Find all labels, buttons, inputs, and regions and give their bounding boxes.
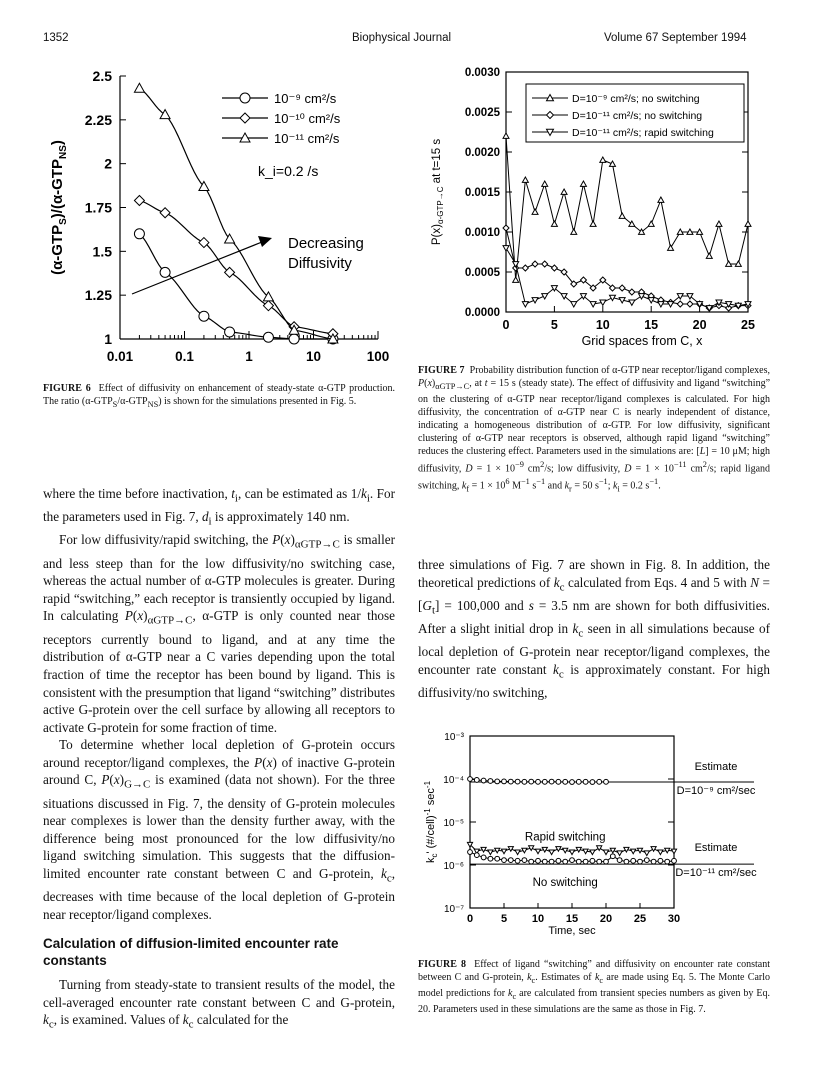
data-point	[631, 849, 636, 854]
data-point	[603, 850, 608, 855]
data-point	[535, 849, 540, 854]
data-point	[488, 850, 493, 855]
data-point	[648, 298, 654, 303]
data-point	[481, 778, 486, 783]
y-tick-label: 10⁻⁷	[443, 904, 464, 915]
y-tick-label: 1.5	[92, 243, 112, 260]
data-point	[515, 850, 520, 855]
y-axis-label: $k_c'$ (#/cell)$^{-1}$ $\sec^{-1}$	[423, 780, 439, 864]
data-point	[495, 848, 500, 853]
data-point	[629, 300, 635, 305]
figure-6-chart	[40, 56, 400, 376]
x-tick-label: 25	[741, 318, 755, 332]
volume-date: Volume 67 September 1994	[604, 32, 747, 44]
data-point	[513, 277, 519, 282]
data-point	[619, 213, 625, 218]
arrow-head	[258, 236, 272, 247]
data-point	[600, 157, 606, 162]
data-point	[515, 779, 520, 784]
data-point	[160, 110, 170, 119]
y-tick-label: 0.0025	[464, 107, 500, 119]
paragraph: where the time before inactivation, $t_i$, can be estimated as $1/k_i$. For the parameters used in Fig. 7, $d_i$ is approximately 140 nm.	[43, 486, 395, 528]
data-point	[513, 262, 519, 267]
data-point	[583, 859, 588, 864]
data-point	[658, 850, 663, 855]
data-point	[160, 208, 170, 218]
data-point	[542, 859, 547, 864]
figure-7-chart	[418, 60, 774, 360]
data-point	[631, 858, 636, 863]
data-point	[597, 846, 602, 851]
annotation-estimate: Estimate	[694, 842, 738, 855]
legend-label: 10⁻⁹ cm²/s	[274, 91, 337, 106]
data-point	[624, 859, 629, 864]
data-point	[134, 83, 144, 92]
data-point	[556, 779, 561, 784]
y-axis-label: $P(x)_{\alpha-GTP\to C}$ at t=15 s	[431, 138, 445, 246]
data-point	[637, 848, 642, 853]
arrow-shaft	[132, 242, 262, 294]
x-tick-label: 25	[633, 913, 647, 925]
figure-8-chart	[418, 728, 774, 950]
data-point	[590, 302, 596, 307]
annotation-decreasing: Decreasing	[288, 235, 364, 252]
legend-label: D=10⁻¹¹ cm²/s; no switching	[572, 110, 703, 122]
data-point	[549, 859, 554, 864]
data-point	[503, 225, 509, 231]
data-point	[576, 779, 581, 784]
data-point	[134, 195, 144, 205]
y-tick-label: 0.0015	[464, 187, 500, 199]
data-point	[488, 856, 493, 861]
data-point	[488, 779, 493, 784]
annotation-estimate: Estimate	[694, 761, 738, 774]
data-point	[590, 780, 595, 785]
data-point	[651, 859, 656, 864]
y-tick-label: 0.0000	[464, 307, 500, 319]
data-point	[570, 858, 575, 863]
x-tick-label: 30	[667, 913, 681, 925]
annotation-d-high: D=10⁻⁹ cm²/sec	[676, 785, 756, 798]
data-point	[629, 289, 635, 295]
data-point	[529, 779, 534, 784]
data-point	[542, 294, 548, 299]
legend-label: 10⁻¹¹ cm²/s	[274, 131, 340, 146]
data-point	[532, 209, 538, 214]
data-point	[665, 859, 670, 864]
annotation-diffusivity: Diffusivity	[288, 255, 352, 272]
data-point	[563, 848, 568, 853]
paragraph: For low diffusivity/rapid switching, the $P(x)_{\alpha GTP\to C}$ is smaller and less steep than for the low diffusivity/no switching case, whereas the actual number of α-GTP molecules is greater. During rapid “switching,” each receptor is transiently occupied by ligand. In calculating $P(x)_{\alpha GTP\to C}$, α-GTP is only counted near those receptors currently bound to ligand, and at any time the distribution of α-GTP near a C varies depending upon the total fraction of time the receptor has been bound by ligand. This is consistent with the presumption that ligand “switching” distributes active G-protein over the cell surface by allowing all receptors to activate G-protein for some fraction of time.	[43, 532, 395, 735]
data-point	[668, 245, 674, 250]
x-tick-label: 15	[565, 913, 579, 925]
x-tick-label: 100	[366, 349, 390, 364]
legend-label: D=10⁻⁹ cm²/s; no switching	[572, 93, 700, 105]
data-point	[556, 858, 561, 863]
data-point	[508, 847, 513, 852]
data-point	[556, 847, 561, 852]
y-axis-label: $(\alpha-GTP_S)/(\alpha-GTP_{NS})$	[49, 140, 69, 275]
data-point	[542, 181, 548, 186]
data-point	[716, 221, 722, 226]
data-point	[563, 779, 568, 784]
y-tick-label: 0.0020	[464, 147, 500, 159]
data-point	[542, 779, 547, 784]
data-point	[134, 229, 144, 239]
x-tick-label: 15	[644, 318, 659, 332]
data-point	[551, 265, 557, 271]
x-axis-label: Grid spaces from C, x	[581, 334, 703, 348]
legend-marker	[240, 93, 250, 103]
y-tick-label: 0.0010	[464, 227, 500, 239]
x-axis-label: Time, sec	[548, 925, 596, 937]
x-tick-label: 0.1	[175, 349, 194, 364]
legend-marker	[240, 113, 250, 123]
data-point	[597, 779, 602, 784]
y-tick-label: 1.75	[84, 199, 112, 216]
data-point	[468, 850, 473, 855]
data-point	[639, 294, 645, 299]
data-point	[665, 848, 670, 853]
data-point	[522, 302, 528, 307]
data-point	[508, 858, 513, 863]
data-point	[551, 221, 557, 226]
data-point	[515, 858, 520, 863]
data-point	[590, 221, 596, 226]
data-point	[481, 855, 486, 860]
data-point	[610, 854, 615, 859]
data-point	[638, 859, 643, 864]
data-point	[263, 332, 273, 342]
data-point	[609, 161, 615, 166]
data-point	[687, 301, 693, 307]
y-tick-label: 10⁻⁵	[443, 818, 464, 829]
x-tick-label: 0	[466, 913, 474, 925]
data-point	[671, 849, 676, 854]
data-point	[529, 846, 534, 851]
data-point	[481, 847, 486, 852]
data-point	[503, 246, 509, 251]
data-point	[542, 261, 548, 267]
data-point	[597, 859, 602, 864]
annotation-rapid-switching: Rapid switching	[524, 831, 606, 844]
data-point	[644, 858, 649, 863]
data-point	[549, 779, 554, 784]
data-point	[583, 779, 588, 784]
data-point	[658, 197, 664, 202]
data-point	[263, 301, 273, 311]
x-tick-label: 10	[595, 318, 610, 332]
x-tick-label: 20	[692, 318, 707, 332]
data-point	[583, 849, 588, 854]
right-column-text: three simulations of Fig. 7 are shown in Fig. 8. In addition, the theoretical predictions of $k_c$ calculated from Eqs. 4 and 5 with $N = [G_t] = 100,000$ and s = 3.5 nm are shown for both diffusivities. After a slight initial drop in $k_c$ seen in all simulations because of local depletion of G-protein near receptor/ligand complexes, the encounter rate constant $k_c$ is approximately constant. For high diffusivity/no switching,	[418, 557, 770, 701]
data-point	[522, 858, 527, 863]
annotation-ki: k_i=0.2 /s	[258, 163, 319, 179]
data-point	[522, 177, 528, 182]
x-tick-label: 10	[531, 913, 545, 925]
data-point	[590, 858, 595, 863]
data-point	[677, 301, 683, 307]
data-point	[706, 253, 712, 258]
data-point	[648, 221, 654, 226]
y-tick-label: 10⁻³	[444, 732, 464, 743]
x-tick-label: 5	[550, 318, 558, 332]
data-point	[590, 850, 595, 855]
data-point	[468, 777, 473, 782]
data-point	[501, 849, 506, 854]
data-point	[160, 267, 170, 277]
x-tick-label: 10	[305, 349, 322, 364]
data-point	[225, 234, 235, 243]
x-tick-label: 20	[599, 913, 613, 925]
data-point	[522, 848, 527, 853]
left-column-text	[43, 485, 395, 924]
left-column-end-text: Turning from steady-state to transient results of the model, the cell-averaged encounter rate constant between C and G-protein, $k_c$, is examined. Values of $k_c$ calculated for the	[43, 977, 395, 1031]
data-point	[569, 850, 574, 855]
data-point	[604, 859, 609, 864]
data-point	[508, 779, 513, 784]
data-point	[619, 285, 625, 291]
data-point	[617, 851, 622, 856]
data-point	[532, 261, 538, 267]
legend-label: D=10⁻¹¹ cm²/s; rapid switching	[572, 127, 714, 139]
data-point	[522, 265, 528, 271]
data-point	[529, 859, 534, 864]
data-point	[225, 327, 235, 337]
y-tick-label: 2.25	[84, 111, 112, 128]
data-point	[672, 858, 677, 863]
data-point	[571, 302, 577, 307]
data-point	[495, 856, 500, 861]
figure-7-caption: FIGURE 7 Probability distribution function of α-GTP near receptor/ligand complexes, $P(x)_{\alpha GTP\to C}$, at t = 15 s (steady state). The effect of diffusivity and ligand “switching” on the clustering of α-GTP near receptor/ligand complexes is calculated. For high diffusivity, the concentration of α-GTP near C is nearly independent of distance, indicating a homogeneous distribution of α-GTP. For low diffusivity, significant clustering of α-GTP near receptors is observed, although rapid ligand “switching” reduces the clustering effect. Parameters used in the simulations are: [L] = 10 μM; high diffusivity, $D = 1 \times 10^{-9}$ $cm^2/s$; low diffusivity, $D = 1 \times 10^{-11}$ $cm^2/s$; rapid ligand switching, $k_f = 1 \times 10^6$ $M^{-1}$ $s^{-1}$ and $k_r = 50$ $s^{-1}$; $k_i = 0.2$ $s^{-1}$.	[418, 365, 771, 494]
x-tick-label: 0.01	[106, 349, 134, 364]
data-point	[502, 779, 507, 784]
data-point	[532, 298, 538, 303]
data-point	[503, 133, 509, 138]
data-point	[604, 779, 609, 784]
figure-6-caption: FIGURE 6 Effect of diffusivity on enhancement of steady-state α-GTP production. The ratio $(\alpha-GTP_S/\alpha-GTP_{NS})$ is shown for the simulations presented in Fig. 5.	[43, 383, 395, 409]
data-point	[570, 780, 575, 785]
y-tick-label: 1.25	[84, 287, 112, 304]
data-point	[580, 181, 586, 186]
paragraph: To determine whether local depletion of G-protein occurs around receptor/ligand complexes, the P(x) of inactive G-protein around C, $P(x)_{G\to C}$ is examined (data not shown). For the three situations discussed in Fig. 7, the density of G-protein molecules near complexes is lower than the density further away, with the difference being most pronounced for the low diffusivity/no ligand switching simulation. This suggests that the diffusion-limited encounter rate constant between C and G-protein, $k_c$, decreases with time because of the local depletion of G-protein near receptor/ligand complexes.	[43, 737, 395, 922]
x-tick-label: 1	[245, 349, 253, 364]
y-tick-label: 2.5	[92, 68, 112, 84]
series-line	[506, 228, 748, 308]
section-title: Calculation of diffusion-limited encounter rate constants	[43, 936, 339, 968]
y-tick-label: 0.0005	[464, 267, 500, 279]
data-point	[474, 778, 479, 783]
annotation-no-switching: No switching	[532, 877, 598, 890]
data-point	[644, 851, 649, 856]
y-tick-label: 10⁻⁶	[443, 861, 464, 872]
x-tick-label: 5	[500, 913, 508, 925]
data-point	[536, 858, 541, 863]
data-point	[576, 847, 581, 852]
data-point	[561, 189, 567, 194]
data-point	[651, 847, 656, 852]
data-point	[549, 850, 554, 855]
journal-name: Biophysical Journal	[352, 32, 452, 44]
figure-8-caption: FIGURE 8 Effect of ligand “switching” and diffusivity on encounter rate constant between C and G-protein, $k_c$. Estimates of $k_c$ are made using Eq. 5. The Monte Carlo model predictions for $k_c$ are calculated from transient species numbers as given by Eq. 20. Parameters used in these simulations are the same as those in Fig. 7.	[418, 959, 770, 1015]
x-tick-label: 0	[502, 318, 510, 332]
data-point	[576, 859, 581, 864]
data-point	[495, 779, 500, 784]
data-point	[289, 334, 299, 344]
annotation-d-low: D=10⁻¹¹ cm²/sec	[675, 867, 757, 880]
y-tick-label: 2	[104, 155, 112, 172]
data-point	[563, 859, 568, 864]
page-number: 1352	[43, 32, 69, 44]
y-tick-label: 1	[104, 331, 112, 347]
y-tick-label: 10⁻⁴	[443, 775, 464, 786]
data-point	[536, 779, 541, 784]
data-point	[617, 858, 622, 863]
data-point	[542, 847, 547, 852]
data-point	[502, 858, 507, 863]
data-point	[658, 858, 663, 863]
data-point	[610, 848, 615, 853]
legend-label: 10⁻¹⁰ cm²/s	[274, 111, 341, 126]
data-point	[199, 311, 209, 321]
y-tick-label: 0.0030	[464, 67, 500, 79]
data-point	[571, 229, 577, 234]
data-point	[745, 221, 751, 226]
data-point	[624, 847, 629, 852]
data-point	[522, 779, 527, 784]
data-point	[474, 853, 479, 858]
